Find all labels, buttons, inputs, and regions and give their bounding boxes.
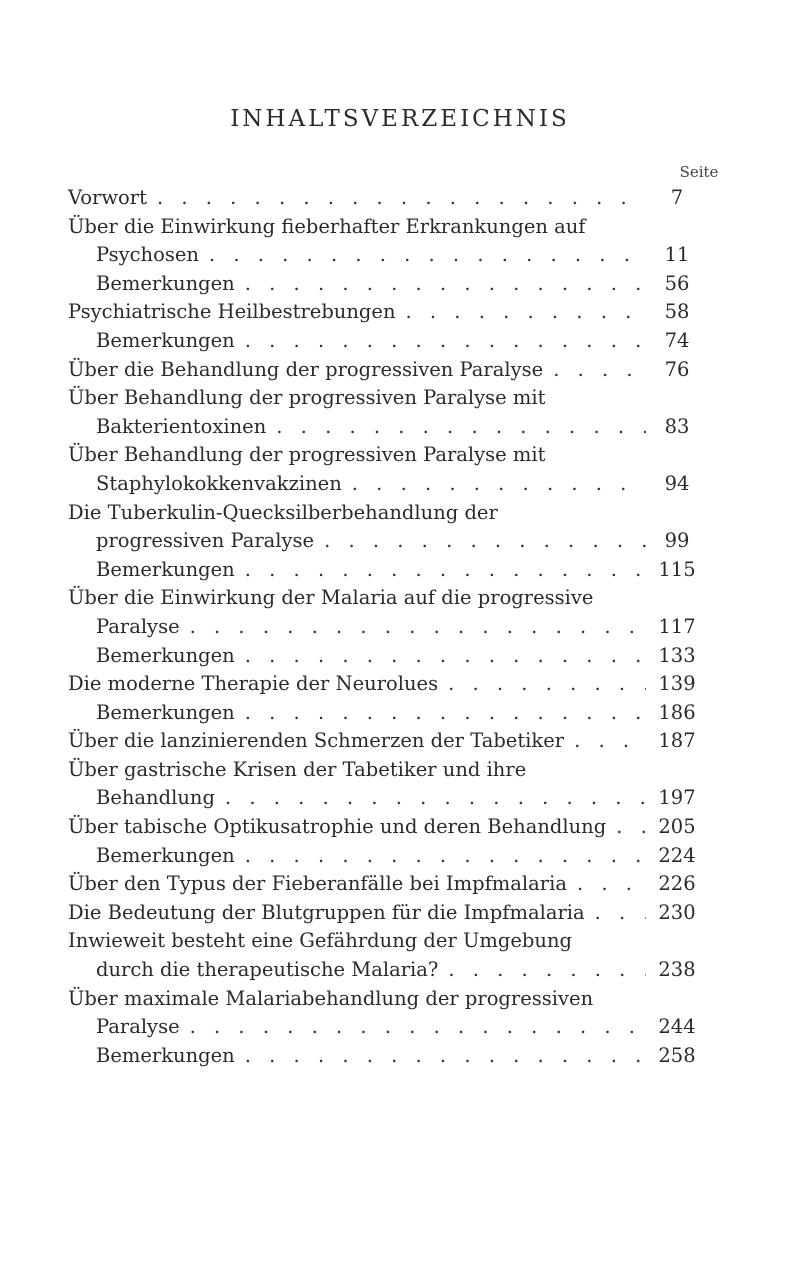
toc-entry [68,441,708,498]
dot-leader [616,813,646,842]
toc-page-number: 83 [664,414,690,438]
toc-subentry [68,1042,708,1071]
toc-entry-title: Über den Typus der Fieberanfälle bei Impfmalaria [68,872,567,896]
toc-entry-title: Über tabische Optikusatrophie und deren Behandlung [68,815,607,839]
toc-line [68,842,708,871]
toc-subentry [68,556,708,585]
toc-page-number: 56 [664,271,690,295]
toc-entry [68,756,708,813]
toc-page-number: 94 [664,471,690,495]
toc-page-number: 187 [658,729,696,753]
toc-entry-title: Über gastrische Krisen der Tabetiker und ihre [68,757,527,781]
toc-subentry [68,699,708,728]
toc-line [68,584,708,613]
toc-page-number: 224 [658,843,696,867]
toc-entry-title: Behandlung [96,786,215,810]
toc-entry-title: Bemerkungen [96,328,235,352]
toc-page-number: 7 [670,186,684,209]
page-title: INHALTSVERZEICHNIS [230,106,570,132]
toc-line [68,527,708,556]
toc-page-number: 133 [658,643,696,667]
toc-line [68,413,708,442]
toc-entry-title: Paralyse [96,614,180,638]
toc-entry-title: Die Bedeutung der Blutgruppen für die Impfmalaria [68,900,585,924]
toc-entry-title: Über maximale Malariabehandlung der progressiven [68,986,594,1010]
toc-page-number: 99 [664,529,690,553]
dot-leader [595,899,646,928]
toc-entry [68,213,708,270]
toc-entry-title: Die Tuberkulin-Quecksilberbehandlung der [68,500,498,524]
dot-leader [448,670,646,699]
toc-entry-title: Inwieweit besteht eine Gefährdung der Umgebung [68,929,573,953]
toc-line [68,870,708,899]
toc-page-number: 258 [658,1043,696,1067]
dot-leader [352,470,646,499]
dot-leader [245,699,646,728]
toc-line [68,1013,708,1042]
toc-entry-title: Bemerkungen [96,843,235,867]
toc-entry-title: Über die lanzinierenden Schmerzen der Tabetiker [68,729,565,753]
toc-page-number: 74 [664,328,690,352]
toc-page-number: 58 [664,300,690,324]
dot-leader [209,241,646,270]
toc-page-number: 186 [658,700,696,724]
toc-line [68,784,708,813]
toc-entry-title: Über Behandlung der progressiven Paralyse mit [68,443,546,467]
toc-entry-title: Bemerkungen [96,643,235,667]
toc-line [68,956,708,985]
toc-entry [68,670,708,699]
toc-page-number: 230 [658,900,696,924]
dot-leader [324,527,646,556]
toc-line [68,1042,708,1071]
toc-page-number: 244 [658,1015,696,1039]
toc-entry [68,356,708,385]
toc-line [68,613,708,642]
toc-line [68,642,708,671]
dot-leader [577,870,646,899]
toc-entry [68,985,708,1042]
toc-line [68,384,708,413]
toc-entry-title: progressiven Paralyse [96,529,315,553]
toc-line [68,985,708,1014]
toc-line [68,327,708,356]
toc-entry-title: Bemerkungen [96,1043,235,1067]
toc-line [68,899,708,928]
toc-entry-title: Bemerkungen [96,557,235,581]
toc-line [68,813,708,842]
toc-entry [68,184,708,213]
toc-page-number: 238 [658,958,696,982]
toc-entry-title: Die moderne Therapie der Neurolues [68,672,439,696]
toc-subentry [68,270,708,299]
toc-line [68,727,708,756]
toc-line [68,756,708,785]
dot-leader [225,784,646,813]
toc-page-number: 139 [658,672,696,696]
toc-line [68,241,708,270]
toc-entry-title: Über die Einwirkung der Malaria auf die progressive [68,586,594,610]
dot-leader [553,356,646,385]
toc-line [68,356,708,385]
toc-entry [68,899,708,928]
toc-entry-title: Psychiatrische Heilbestrebungen [68,300,396,324]
toc-entry-title: durch die therapeutische Malaria? [96,958,439,982]
toc-page-number: 115 [658,557,696,581]
toc-entry-title: Paralyse [96,1015,180,1039]
dot-leader [276,413,646,442]
toc-line [68,699,708,728]
toc-entry [68,384,708,441]
toc-subentry [68,842,708,871]
toc-line [68,499,708,528]
toc-entry [68,298,708,327]
toc-page-number: 226 [658,872,696,896]
toc-line [68,556,708,585]
toc-entry [68,813,708,842]
toc-entry-title: Staphylokokkenvakzinen [96,471,342,495]
toc-entry-title: Über die Behandlung der progressiven Paralyse [68,357,544,381]
toc-page-number: 205 [658,815,696,839]
dot-leader [448,956,646,985]
toc-line [68,927,708,956]
dot-leader [245,270,646,299]
toc-page-number: 117 [658,614,696,638]
toc-entry [68,584,708,641]
dot-leader [190,1013,646,1042]
dot-leader [245,642,646,671]
toc-entry-title: Über die Einwirkung fieberhafter Erkrankungen auf [68,214,586,238]
dot-leader [157,184,646,213]
toc-subentry [68,327,708,356]
toc-line [68,470,708,499]
toc-subentry [68,642,708,671]
toc-page-number: 197 [658,786,696,810]
dot-leader [245,327,646,356]
toc-line [68,441,708,470]
toc-line [68,184,708,213]
dot-leader [245,556,646,585]
dot-leader [245,842,646,871]
toc-entry-title: Über Behandlung der progressiven Paralyse mit [68,386,546,410]
toc-entry-title: Bemerkungen [96,700,235,724]
toc-entry [68,927,708,984]
toc-entry [68,870,708,899]
dot-leader [574,727,646,756]
toc-line [68,270,708,299]
toc-line [68,213,708,242]
dot-leader [245,1042,646,1071]
toc-page-number: 76 [664,357,690,381]
toc-entry-title: Bakterientoxinen [96,414,267,438]
dot-leader [406,298,646,327]
toc-line [68,670,708,699]
toc-entry-title: Vorwort [68,186,147,209]
page-column-header: Seite [679,163,719,181]
toc-entry [68,499,708,556]
toc-entry [68,727,708,756]
table-of-contents [68,184,708,1070]
toc-line [68,298,708,327]
dot-leader [190,613,646,642]
toc-entry-title: Psychosen [96,243,199,267]
toc-page-number: 11 [664,243,690,267]
toc-entry-title: Bemerkungen [96,271,235,295]
